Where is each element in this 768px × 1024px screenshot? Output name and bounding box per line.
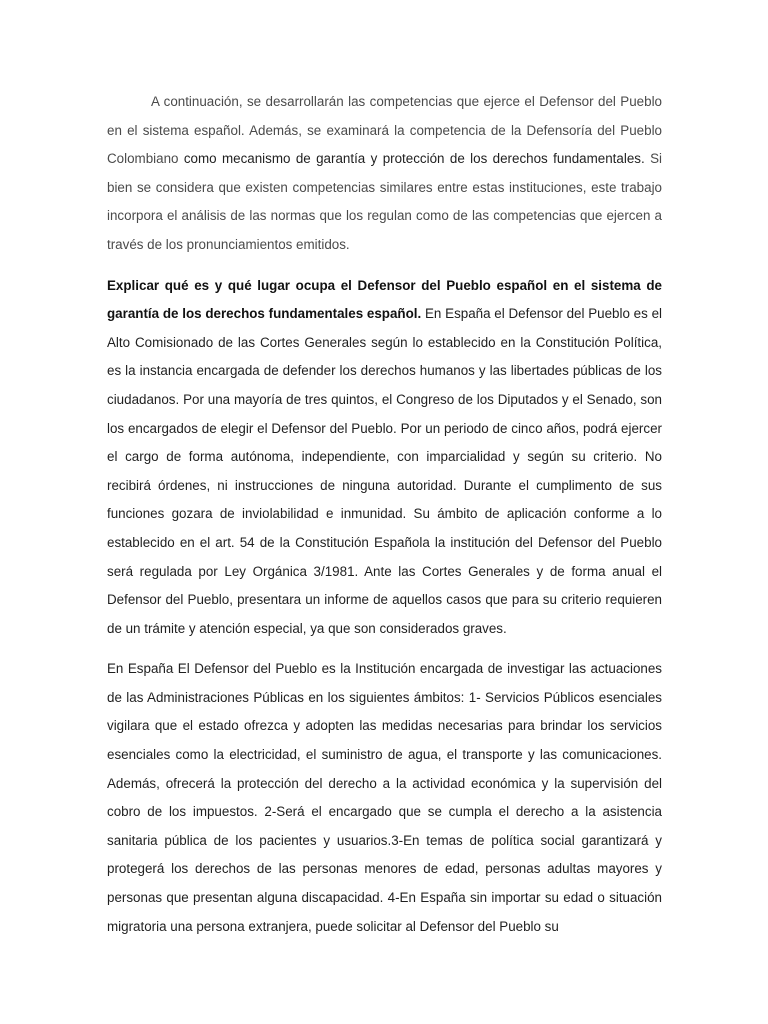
paragraph-defensor-espanol bbox=[107, 272, 662, 644]
document-body bbox=[107, 88, 662, 953]
paragraph-intro-text-c: Si bien se considera que existen competencias similares entre estas instituciones, este trabajo incorpora el análisis de las normas que los regulan como de las competencias que ejercen a través de los pronunciamientos emitidos. bbox=[107, 151, 662, 252]
paragraph-intro-text-a: A continuación, se desarrollarán las competencias que ejerce el Defensor del Pueblo en el sistema español. Además, se examinará la competencia de la Defensoría del Pueblo Colombiano bbox=[107, 94, 662, 167]
paragraph-defensor-body: En España el Defensor del Pueblo es el Alto Comisionado de las Cortes Generales según lo establecido en la Constitución Política, es la instancia encargada de defender los derechos humanos y las libertades públicas de los ciudadanos. Por una mayoría de tres quintos, el Congreso de los Diputados y el Senado, son los encargados de elegir el Defensor del Pueblo. Por un periodo de cinco años, podrá ejercer el cargo de forma autónoma, independiente, con imparcialidad y según su criterio. No recibirá órdenes, ni instrucciones de ninguna autoridad. Durante el cumplimento de sus funciones gozara de inviolabilidad e inmunidad. Su ámbito de aplicación conforme a lo establecido en el art. 54 de la Constitución Española la institución del Defensor del Pueblo será regulada por Ley Orgánica 3/1981. Ante las Cortes Generales y de forma anual el Defensor del Pueblo, presentara un informe de aquellos casos que para su criterio requieren de un trámite y atención especial, ya que son considerados graves. bbox=[107, 306, 662, 636]
paragraph-intro bbox=[107, 88, 662, 260]
paragraph-ambitos bbox=[107, 655, 662, 941]
paragraph-intro-text-b: como mecanismo de garantía y protección de los derechos fundamentales. bbox=[178, 151, 645, 167]
paragraph-heading: Explicar qué es y qué lugar ocupa el Defensor del Pueblo español en el sistema de garantía de los derechos fundamentales español. bbox=[107, 277, 662, 322]
paragraph-ambitos-body: En España El Defensor del Pueblo es la Institución encargada de investigar las actuaciones de las Administraciones Públicas en los siguientes ámbitos: 1- Servicios Públicos esenciales vigilara que el estado ofrezca y adopten las medidas necesarias para brindar los servicios esenciales como la electricidad, el suministro de agua, el transporte y las comunicaciones. Además, ofrecerá la protección del derecho a la actividad económica y la supervisión del cobro de los impuestos. 2-Será el encargado que se cumpla el derecho a la asistencia sanitaria pública de los pacientes y usuarios.3-En temas de política social garantizará y protegerá los derechos de las personas menores de edad, personas adultas mayores y personas que presentan alguna discapacidad. 4-En España sin importar su edad o situación migratoria una persona extranjera, puede solicitar al Defensor del Pueblo su bbox=[107, 661, 662, 934]
